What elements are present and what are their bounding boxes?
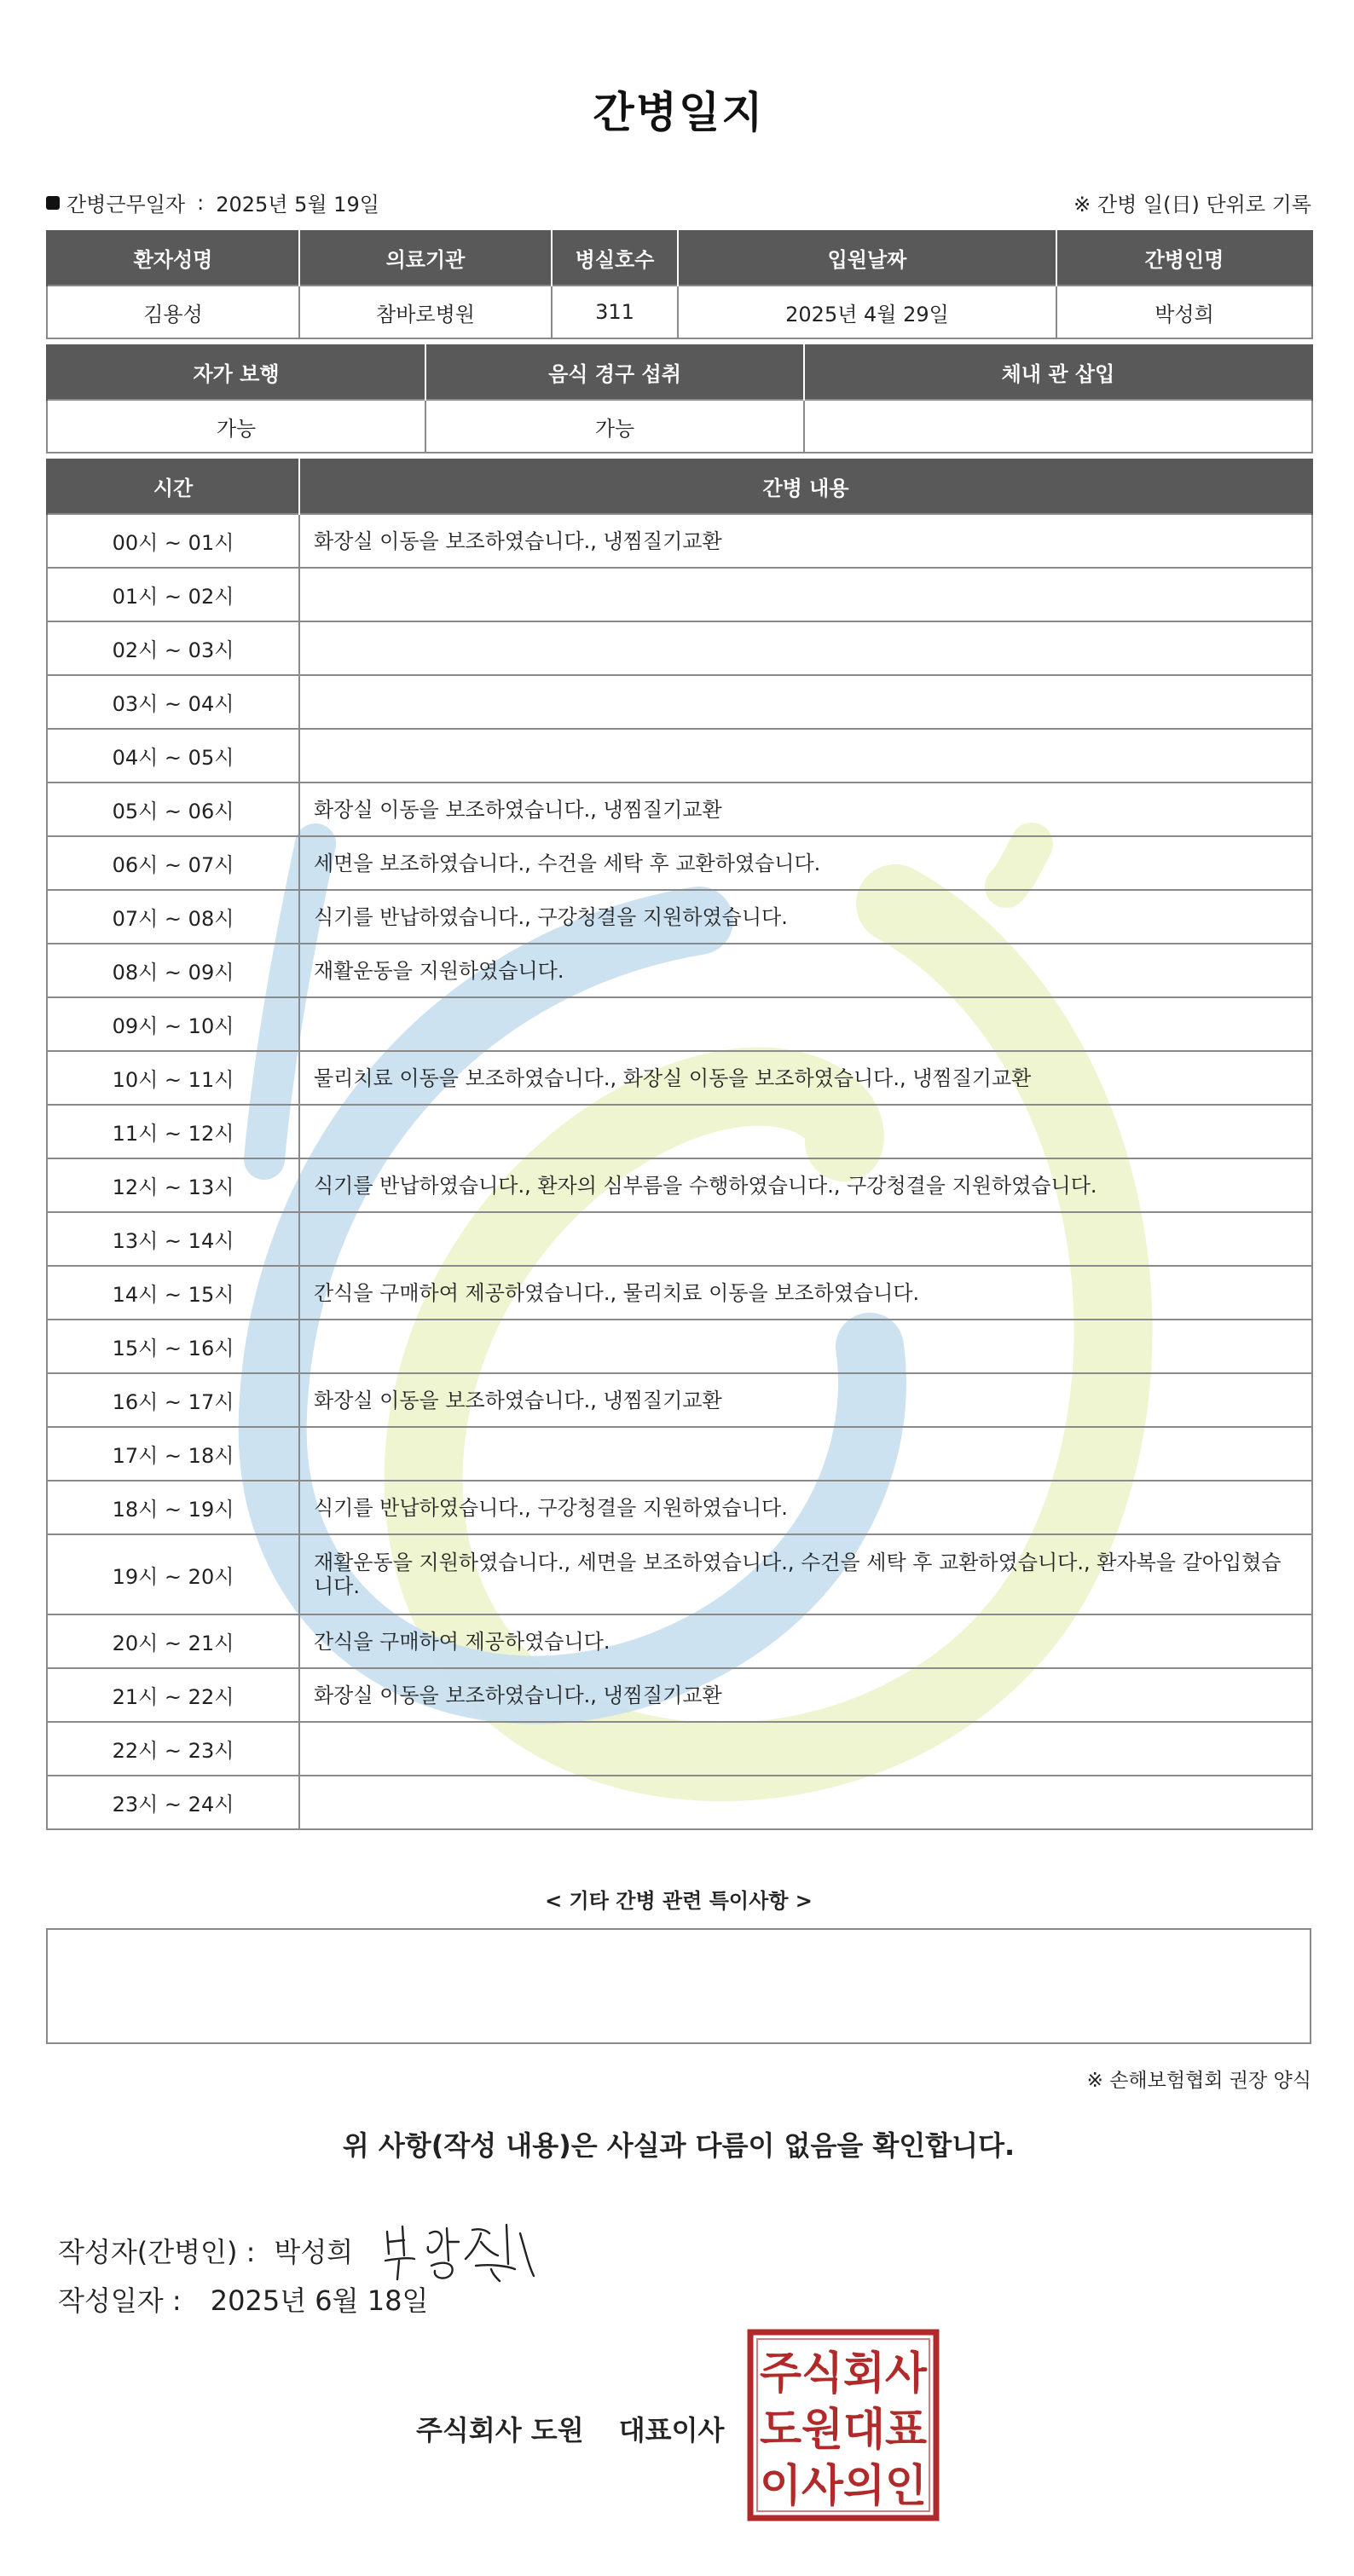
room-number: 311 [552, 286, 678, 338]
patient-status-table [46, 344, 1313, 453]
content-cell: 간식을 구매하여 제공하였습니다., 물리치료 이동을 보조하였습니다. [299, 1266, 1312, 1320]
caregiver-name: 박성희 [1056, 286, 1312, 338]
self-walking-value: 가능 [47, 400, 425, 453]
work-date-label: 간병근무일자 [67, 193, 186, 217]
hospital-name: 참바로병원 [299, 286, 552, 338]
patient-name: 김용성 [47, 286, 299, 338]
oral-intake-value: 가능 [425, 400, 804, 453]
time-cell: 22시 ~ 23시 [47, 1722, 299, 1776]
representative-title: 대표이사 [618, 2414, 725, 2446]
table-row [47, 1668, 1312, 1722]
table-row [47, 1481, 1312, 1534]
time-cell: 12시 ~ 13시 [47, 1158, 299, 1212]
company-name: 주식회사 도원 [416, 2414, 584, 2446]
table-row [47, 729, 1312, 783]
handwritten-signature [379, 2216, 541, 2284]
caregiver-name-header: 간병인명 [1056, 230, 1312, 286]
time-cell: 08시 ~ 09시 [47, 944, 299, 997]
company-seal-stamp [747, 2329, 940, 2521]
time-cell: 16시 ~ 17시 [47, 1373, 299, 1427]
table-row [47, 1105, 1312, 1158]
content-cell [299, 675, 1312, 729]
work-date-separator: : [197, 190, 205, 215]
time-cell: 17시 ~ 18시 [47, 1427, 299, 1481]
content-cell: 화장실 이동을 보조하였습니다., 냉찜질기교환 [299, 1668, 1312, 1722]
table-row [47, 1320, 1312, 1373]
time-cell: 04시 ~ 05시 [47, 729, 299, 783]
square-bullet-icon [46, 196, 60, 210]
special-notes-box [46, 1928, 1311, 2044]
work-date-row [46, 188, 1311, 218]
table-row [47, 944, 1312, 997]
content-cell: 화장실 이동을 보조하였습니다., 냉찜질기교환 [299, 1373, 1312, 1427]
table-row [47, 1373, 1312, 1427]
time-cell: 19시 ~ 20시 [47, 1534, 299, 1614]
confirmation-statement: 위 사항(작성 내용)은 사실과 다름이 없음을 확인합니다. [342, 2129, 1016, 2162]
tube-insertion-header: 체내 관 삽입 [804, 344, 1312, 400]
content-cell: 식기를 반납하였습니다., 환자의 심부름을 수행하였습니다., 구강청결을 지원하였습니다. [299, 1158, 1312, 1212]
content-cell: 재활운동을 지원하였습니다., 세면을 보조하였습니다., 수건을 세탁 후 교환하였습니다., 환자복을 갈아입혔습니다. [299, 1534, 1312, 1614]
content-cell: 물리치료 이동을 보조하였습니다., 화장실 이동을 보조하였습니다., 냉찜질기교환 [299, 1051, 1312, 1105]
document-title: 간병일지 [593, 88, 765, 137]
write-date-row [58, 2279, 428, 2319]
time-cell: 05시 ~ 06시 [47, 783, 299, 836]
seal-text-line: 이사의인 [760, 2461, 927, 2512]
time-cell: 06시 ~ 07시 [47, 836, 299, 890]
care-content-header: 간병 내용 [299, 459, 1312, 514]
room-number-header: 병실호수 [552, 230, 678, 286]
writer-name: 박성희 [274, 2236, 354, 2268]
admission-date: 2025년 4월 29일 [678, 286, 1056, 338]
content-cell [299, 1722, 1312, 1776]
time-cell: 21시 ~ 22시 [47, 1668, 299, 1722]
time-cell: 18시 ~ 19시 [47, 1481, 299, 1534]
content-cell: 화장실 이동을 보조하였습니다., 냉찜질기교환 [299, 514, 1312, 568]
content-cell [299, 568, 1312, 621]
table-row [47, 997, 1312, 1051]
time-cell: 23시 ~ 24시 [47, 1776, 299, 1829]
content-cell: 재활운동을 지원하였습니다. [299, 944, 1312, 997]
patient-name-header: 환자성명 [47, 230, 299, 286]
form-note: ※ 손해보험협회 권장 양식 [1086, 2070, 1311, 2092]
table-row [47, 1534, 1312, 1614]
time-cell: 20시 ~ 21시 [47, 1614, 299, 1668]
time-cell: 03시 ~ 04시 [47, 675, 299, 729]
content-cell: 화장실 이동을 보조하였습니다., 냉찜질기교환 [299, 783, 1312, 836]
seal-text-line: 주식회사 [760, 2348, 928, 2400]
table-row [47, 1722, 1312, 1776]
time-header: 시간 [47, 459, 299, 514]
writer-label: 작성자(간병인) : [58, 2236, 256, 2268]
time-cell: 10시 ~ 11시 [47, 1051, 299, 1105]
time-cell: 02시 ~ 03시 [47, 621, 299, 675]
tube-insertion-value [804, 400, 1312, 453]
content-cell [299, 1320, 1312, 1373]
content-cell: 식기를 반납하였습니다., 구강청결을 지원하였습니다. [299, 890, 1312, 944]
unit-note: ※ 간병 일(日) 단위로 기록 [1073, 193, 1311, 217]
content-cell: 세면을 보조하였습니다., 수건을 세탁 후 교환하였습니다. [299, 836, 1312, 890]
content-cell [299, 729, 1312, 783]
oral-intake-header: 음식 경구 섭취 [425, 344, 804, 400]
special-notes-label: < 기타 간병 관련 특이사항 > [545, 1889, 813, 1913]
table-row [47, 1266, 1312, 1320]
table-row [47, 514, 1312, 568]
table-row [47, 890, 1312, 944]
self-walking-header: 자가 보행 [47, 344, 425, 400]
time-cell: 14시 ~ 15시 [47, 1266, 299, 1320]
table-row [47, 1427, 1312, 1481]
content-cell: 간식을 구매하여 제공하였습니다. [299, 1614, 1312, 1668]
table-row [47, 621, 1312, 675]
content-cell: 식기를 반납하였습니다., 구강청결을 지원하였습니다. [299, 1481, 1312, 1534]
write-date-value: 2025년 6월 18일 [210, 2284, 429, 2317]
work-date-value: 2025년 5월 19일 [216, 193, 379, 217]
writer-row [58, 2216, 541, 2284]
company-signature [416, 2409, 724, 2448]
content-cell [299, 1776, 1312, 1829]
write-date-label: 작성일자 : [58, 2284, 182, 2317]
time-cell: 07시 ~ 08시 [47, 890, 299, 944]
care-log-table [46, 459, 1313, 1830]
table-row [47, 675, 1312, 729]
table-row [47, 1614, 1312, 1668]
content-cell [299, 1427, 1312, 1481]
time-cell: 01시 ~ 02시 [47, 568, 299, 621]
work-date [46, 188, 379, 217]
time-cell: 00시 ~ 01시 [47, 514, 299, 568]
table-row [47, 836, 1312, 890]
table-row [47, 1776, 1312, 1829]
time-cell: 15시 ~ 16시 [47, 1320, 299, 1373]
admission-date-header: 입원날짜 [678, 230, 1056, 286]
content-cell [299, 997, 1312, 1051]
time-cell: 11시 ~ 12시 [47, 1105, 299, 1158]
hospital-header: 의료기관 [299, 230, 552, 286]
patient-info-table [46, 230, 1313, 339]
time-cell: 13시 ~ 14시 [47, 1212, 299, 1266]
table-row [47, 783, 1312, 836]
content-cell [299, 1212, 1312, 1266]
table-row [47, 1158, 1312, 1212]
table-row [47, 1212, 1312, 1266]
content-cell [299, 1105, 1312, 1158]
content-cell [299, 621, 1312, 675]
table-row [47, 568, 1312, 621]
time-cell: 09시 ~ 10시 [47, 997, 299, 1051]
table-row [47, 1051, 1312, 1105]
seal-text-line: 도원대표 [760, 2405, 927, 2456]
